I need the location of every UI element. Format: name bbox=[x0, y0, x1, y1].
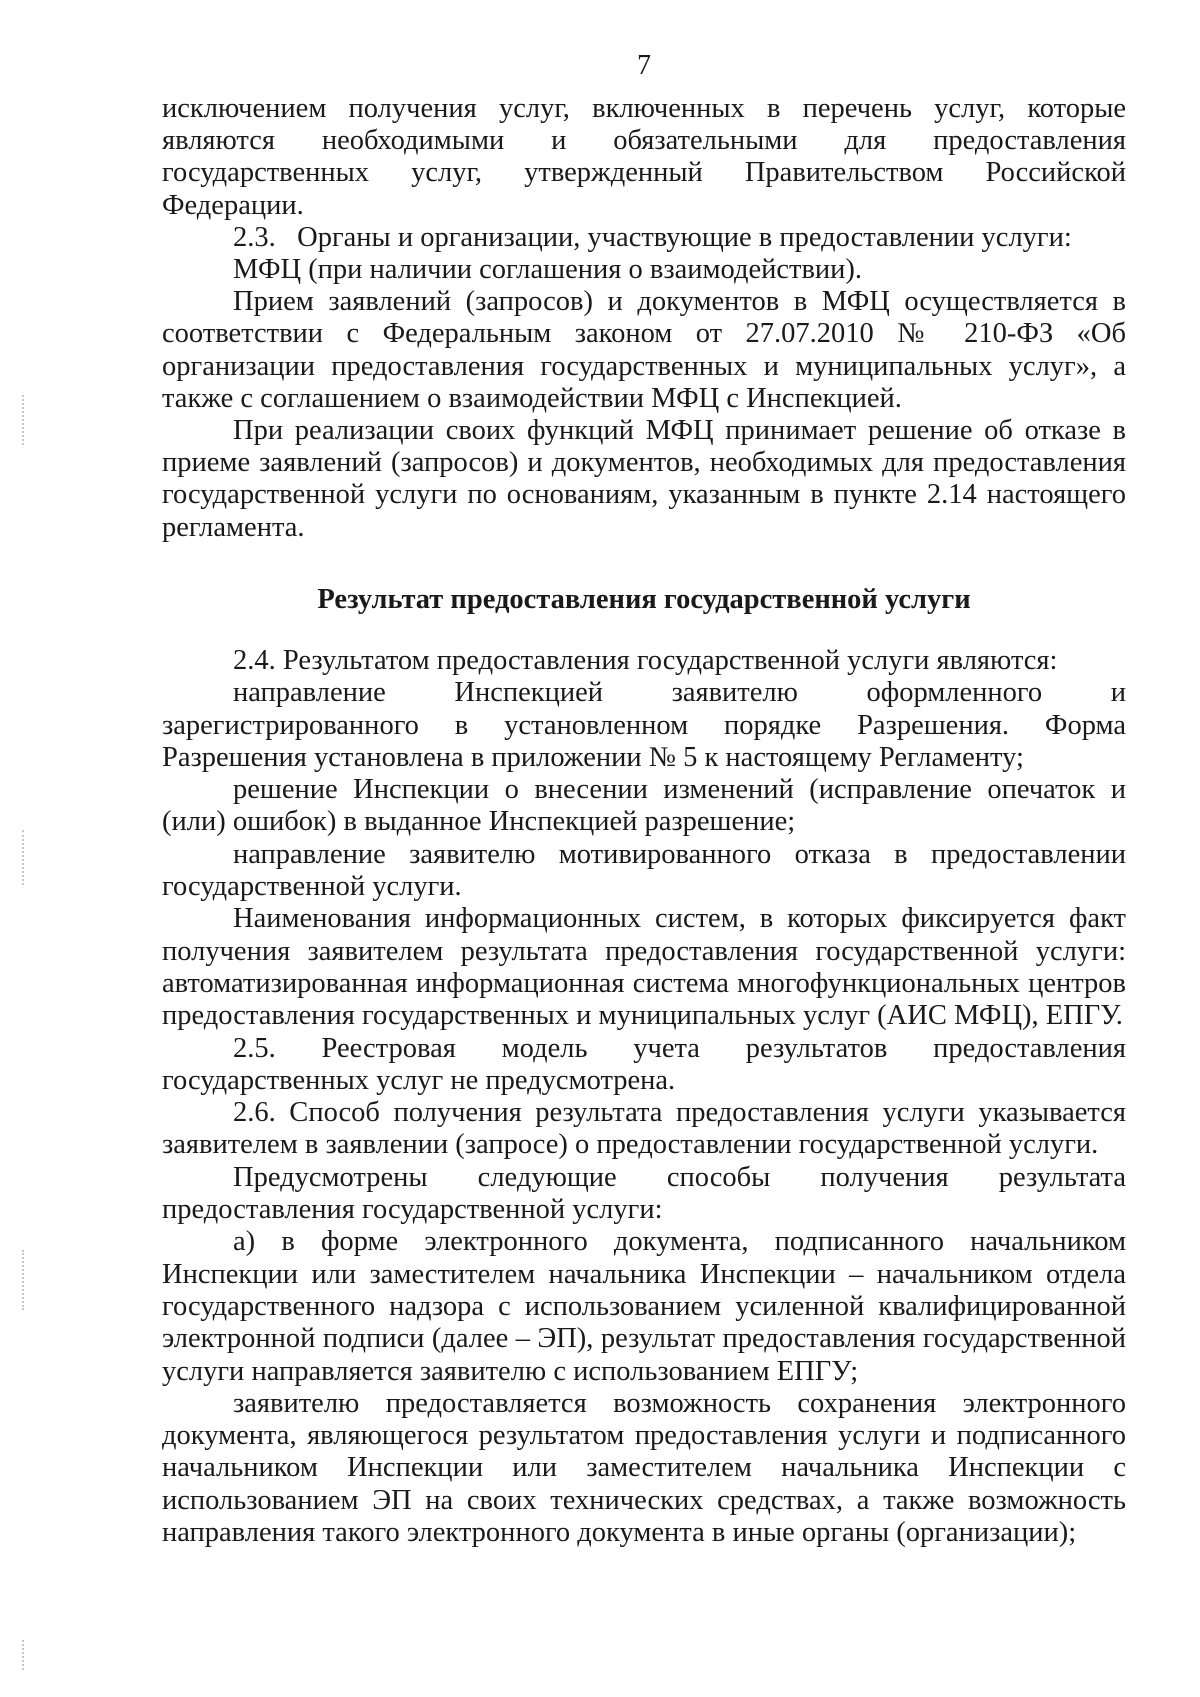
paragraph: исключением получения услуг, включенных в перечень услуг, которые являются необходимыми и обязательными для предоставления государственных услуг, утвержденный Правительством Российской Федерации. bbox=[162, 93, 1126, 221]
paragraph: направление заявителю мотивированного отказа в предоставлении государственной услуги. bbox=[162, 838, 1126, 903]
scan-artifact-mark bbox=[22, 395, 26, 445]
section-heading: Результат предоставления государственной услуги bbox=[317, 584, 971, 615]
section-text-bottom bbox=[162, 645, 1126, 1549]
paragraph: При реализации своих функций МФЦ принимает решение об отказе в приеме заявлений (запросов) и документов, необходимых для предоставления государственной услуги по основаниям, указанным в пункте 2.14 настоящего регламента. bbox=[162, 415, 1126, 543]
paragraph: Предусмотрены следующие способы получения результата предоставления государственной услуги: bbox=[162, 1161, 1126, 1226]
paragraph: решение Инспекции о внесении изменений (исправление опечаток и (или) ошибок) в выданное Инспекцией разрешение; bbox=[162, 774, 1126, 838]
paragraph: МФЦ (при наличии соглашения о взаимодействии). bbox=[233, 254, 863, 286]
scan-artifact-mark bbox=[22, 1640, 26, 1670]
paragraph: 2.4. Результатом предоставления государственной услуги являются: bbox=[233, 645, 1058, 676]
paragraph: 2.6. Способ получения результата предоставления услуги указывается заявителем в заявлении (запросе) о предоставлении государственной услуги. bbox=[162, 1097, 1126, 1161]
scan-artifact-mark bbox=[22, 830, 26, 885]
scan-artifact-mark bbox=[22, 1250, 26, 1310]
paragraph: Наименования информационных систем, в которых фиксируется факт получения заявителем результата предоставления государственной услуги: автоматизированная информационная система многофункциональных центров предоставления государственных и муниципальных услуг (АИС МФЦ), ЕПГУ. bbox=[162, 903, 1126, 1032]
paragraph: а) в форме электронного документа, подписанного начальником Инспекции или заместителем начальника Инспекции – начальником отдела государственного надзора с использованием усиленной квалифицированной электронной подписи (далее – ЭП), результат предоставления государственной услуги направляется заявителю с использованием ЕПГУ; bbox=[162, 1226, 1126, 1387]
paragraph: заявителю предоставляется возможность сохранения электронного документа, являющегося результатом предоставления услуги и подписанного начальником Инспекции или заместителем начальника Инспекции с использованием ЭП на своих технических средствах, а также возможность направления такого электронного документа в иные органы (организации); bbox=[162, 1387, 1126, 1549]
paragraph: 2.3. Органы и организации, участвующие в предоставлении услуги: bbox=[233, 221, 1072, 253]
section-text-top bbox=[162, 93, 1126, 544]
paragraph: Прием заявлений (запросов) и документов в МФЦ осуществляется в соответствии с Федеральным законом от 27.07.2010 № 210-ФЗ «Об организации предоставления государственных и муниципальных услуг», а также с соглашением о взаимодействии МФЦ с Инспекцией. bbox=[162, 286, 1126, 414]
page-number: 7 bbox=[637, 50, 651, 81]
paragraph: направление Инспекцией заявителю оформленного и зарегистрированного в установленном порядке Разрешения. Форма Разрешения установлена в приложении № 5 к настоящему Регламенту; bbox=[162, 677, 1126, 773]
paragraph: 2.5. Реестровая модель учета результатов предоставления государственных услуг не предусмотрена. bbox=[162, 1032, 1126, 1096]
